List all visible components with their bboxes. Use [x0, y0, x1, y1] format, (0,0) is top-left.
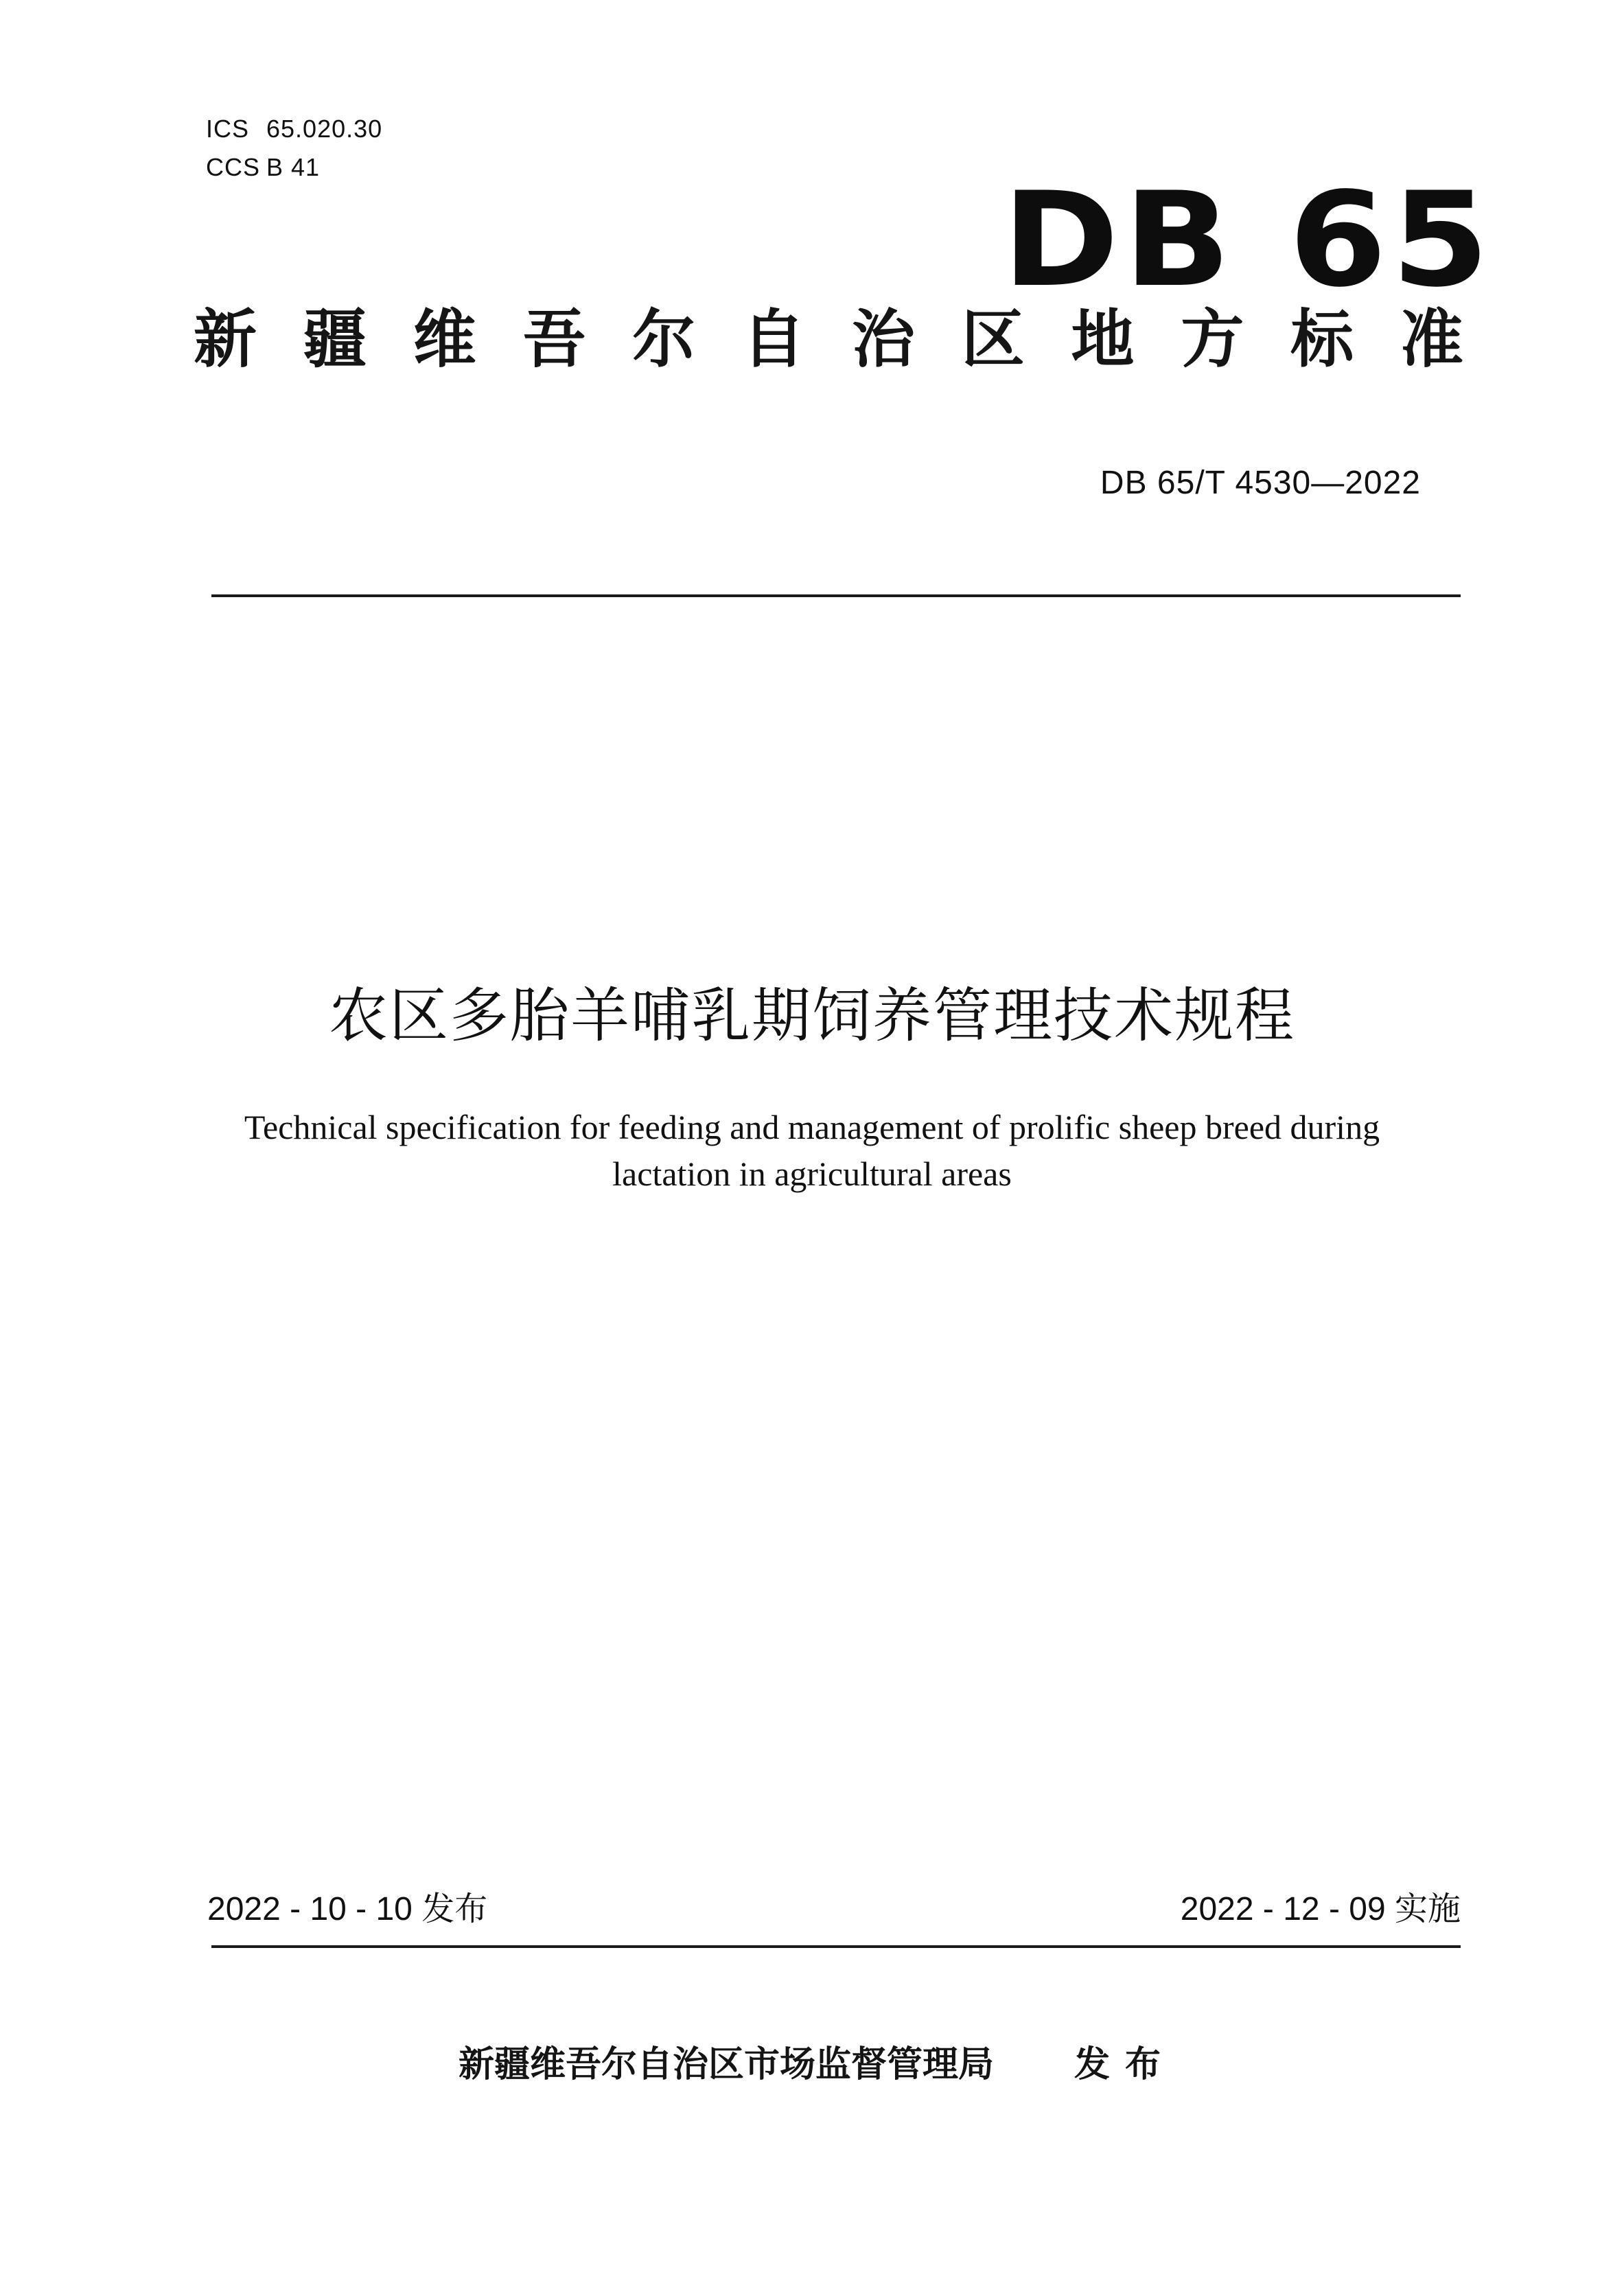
standard-type-char: 准	[1400, 303, 1463, 376]
implementation-date: 2022 - 12 - 09 实施	[1180, 1891, 1461, 1927]
standard-type-char: 自	[742, 303, 806, 376]
standard-number: DB 65/T 4530—2022	[1100, 465, 1421, 501]
standard-type-heading	[194, 302, 1463, 378]
standard-type-char: 疆	[303, 303, 367, 376]
standard-type-char: 标	[1290, 303, 1354, 376]
standard-type-char: 新	[194, 303, 257, 376]
standard-type-char: 地	[1071, 303, 1135, 376]
header-divider	[211, 594, 1461, 597]
standard-type-char: 尔	[632, 303, 696, 376]
ccs-label: CCS	[206, 153, 261, 181]
ics-classification	[206, 114, 382, 144]
standard-type-char: 治	[851, 303, 915, 376]
issue-date: 2022 - 10 - 10 发布	[207, 1891, 488, 1927]
standard-type-char: 维	[413, 303, 476, 376]
standard-type-char: 吾	[522, 303, 586, 376]
db-standard-logo: DB 65	[1002, 164, 1494, 316]
document-title-chinese: 农区多胎羊哺乳期饲养管理技术规程	[329, 982, 1295, 1050]
issuing-authority: 新疆维吾尔自治区市场监督管理局	[459, 2044, 995, 2085]
ics-label: ICS	[206, 115, 250, 143]
standard-type-char: 区	[961, 303, 1025, 376]
standard-type-char: 方	[1181, 303, 1244, 376]
footer-divider	[211, 1945, 1461, 1948]
ccs-classification	[206, 152, 320, 183]
document-title-english: Technical specification for feeding and management of prolific sheep breed during lactation in agricultural areas	[244, 1108, 1380, 1193]
issuing-action: 发布	[1074, 2044, 1176, 2085]
ics-code: 65.020.30	[266, 115, 383, 143]
ccs-code: B 41	[266, 153, 321, 181]
